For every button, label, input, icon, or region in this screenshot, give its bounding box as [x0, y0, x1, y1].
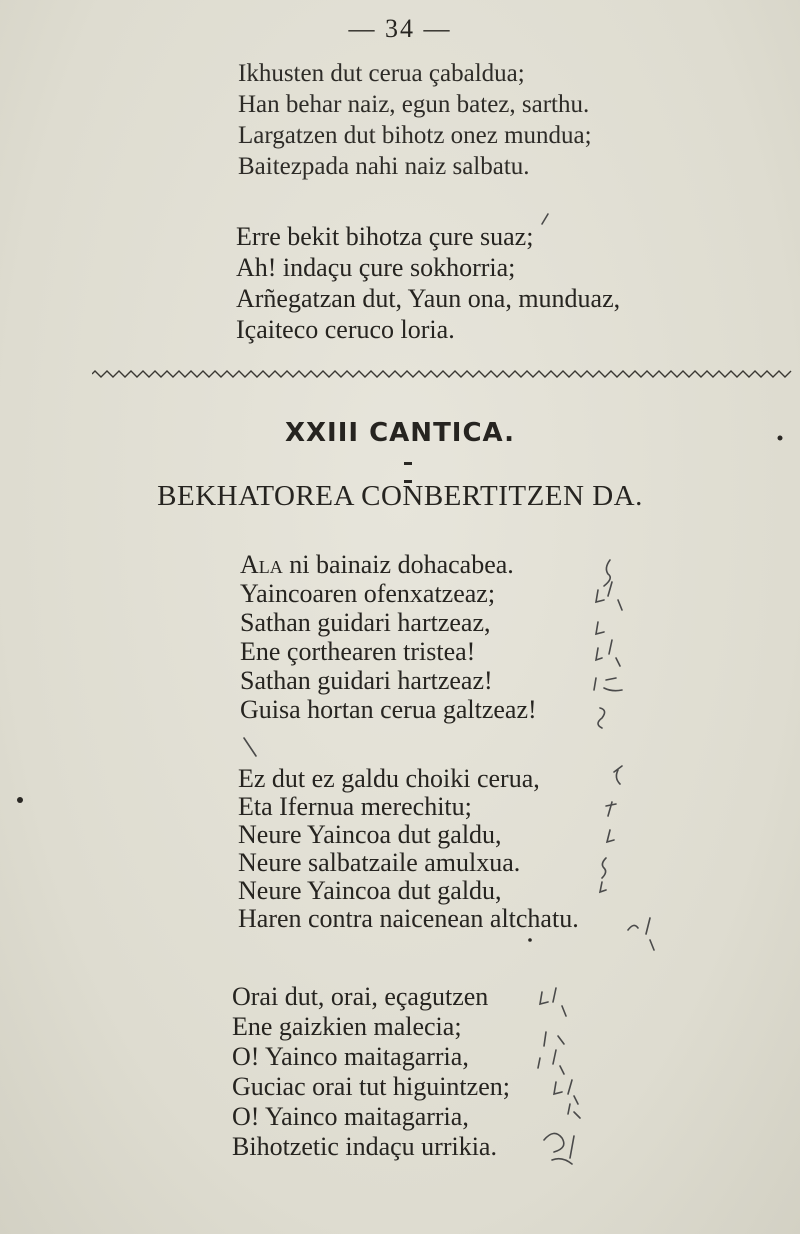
- pencil-mark: [604, 560, 610, 586]
- verse-line: Guciac orai tut higuintzen;: [232, 1072, 510, 1101]
- verse-line: O! Yainco maitagarria,: [232, 1042, 469, 1071]
- verse-line: Içaiteco ceruco loria.: [236, 315, 455, 344]
- verse-line: Baitezpada nahi naiz salbatu.: [238, 153, 530, 180]
- stanza-1: [238, 58, 592, 182]
- verse-line: Neure salbatzaile amulxua.: [238, 848, 521, 877]
- pencil-mark: [540, 988, 566, 1016]
- pencil-mark: [554, 1080, 578, 1104]
- verse-line: Yaincoaren ofenxatzeaz;: [240, 579, 496, 608]
- verse-line: Ene gaizkien malecia;: [232, 1012, 462, 1041]
- song-subtitle: BEKHATOREA CONBERTITZEN DA.: [157, 480, 643, 512]
- section-title: XXIII CANTICA.: [284, 418, 516, 448]
- ink-speck: [17, 797, 23, 803]
- pencil-mark: [602, 858, 606, 878]
- pencil-mark: [244, 738, 256, 756]
- first-line-rest: ni bainaiz dohacabea.: [282, 550, 514, 579]
- pencil-mark: [596, 640, 620, 666]
- verse-line: Ene çorthearen tristea!: [240, 637, 476, 666]
- stanza-4: [238, 765, 579, 933]
- verse-line: Arñegatzan dut, Yaun ona, munduaz,: [236, 284, 621, 313]
- pencil-mark: [544, 1133, 574, 1164]
- small-caps-word: la: [258, 550, 283, 579]
- pencil-mark: [607, 830, 614, 842]
- pencil-mark: [598, 708, 605, 728]
- pencil-mark: [600, 882, 606, 892]
- ink-speck: [528, 938, 532, 942]
- pencil-mark: [594, 678, 622, 691]
- pencil-mark: [568, 1104, 580, 1118]
- stanza-5: [232, 982, 510, 1162]
- verse-line: Han behar naiz, egun batez, sarthu.: [238, 91, 590, 118]
- drop-initial: A: [240, 550, 259, 579]
- stanza-2: [236, 221, 620, 345]
- verse-line: Erre bekit bihotza çure suaz;: [236, 222, 534, 251]
- pencil-mark: [538, 1050, 564, 1074]
- pencil-mark: [614, 766, 622, 784]
- verse-line: Haren contra naicenean altchatu.: [238, 904, 579, 933]
- wavy-divider: [92, 370, 792, 378]
- page-number: — 34 —: [348, 14, 452, 43]
- verse-line: Guisa hortan cerua galtzeaz!: [240, 695, 537, 724]
- verse-line: Neure Yaincoa dut galdu,: [238, 876, 502, 905]
- verse-line: Neure Yaincoa dut galdu,: [238, 820, 502, 849]
- verse-line: Ah! indaçu çure sokhorria;: [236, 253, 516, 282]
- verse-line: Sathan guidari hartzeaz!: [240, 666, 493, 695]
- verse-line-first: [240, 550, 537, 579]
- verse-line: Largatzen dut bihotz onez mundua;: [238, 122, 592, 149]
- pencil-mark: [606, 802, 616, 816]
- verse-line: Ikhusten dut cerua çabaldua;: [238, 60, 525, 87]
- verse-line: Ez dut ez galdu choiki cerua,: [238, 764, 540, 793]
- pencil-mark: [596, 582, 622, 610]
- verse-line: Eta Ifernua merechitu;: [238, 792, 472, 821]
- verse-line: Orai dut, orai, eçagutzen: [232, 982, 489, 1011]
- verse-line: Sathan guidari hartzeaz,: [240, 608, 491, 637]
- stanza-3: [240, 550, 537, 724]
- pencil-mark: [596, 622, 604, 634]
- pencil-mark: [544, 1032, 564, 1046]
- pencil-mark: [628, 918, 654, 950]
- title-underline-mark: [404, 452, 426, 456]
- verse-line: O! Yainco maitagarria,: [232, 1102, 469, 1131]
- verse-line: Bihotzetic indaçu urrikia.: [232, 1132, 497, 1161]
